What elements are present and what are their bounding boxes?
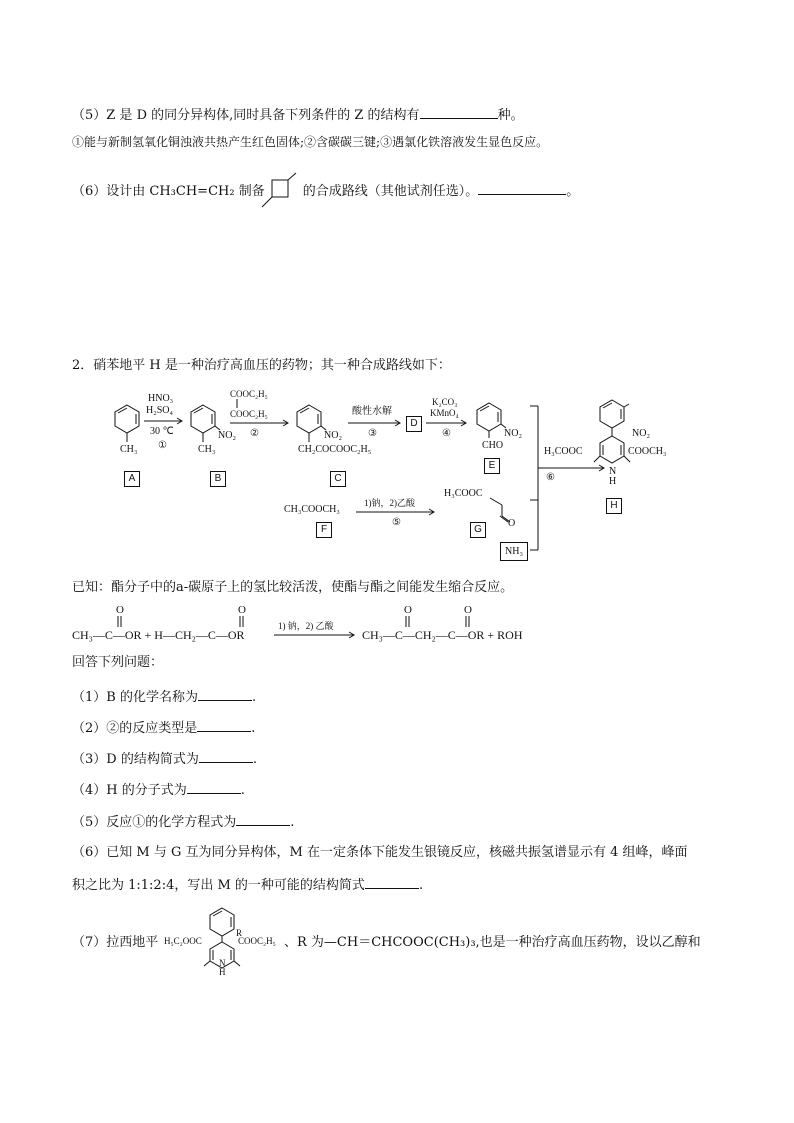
question-4-blank[interactable] xyxy=(187,781,241,794)
q5-suffix: 种。 xyxy=(497,108,524,123)
h-right-ester: COOCH₃ xyxy=(628,446,667,457)
step1-temp: 30 ℃ xyxy=(150,426,174,437)
compound-b-structure-icon xyxy=(188,400,228,450)
eq-right: CH₃—C—CH₂—C—OR + ROH xyxy=(362,628,523,642)
e-no2: NO₂ xyxy=(504,428,522,439)
c-no2: NO₂ xyxy=(324,430,342,441)
step2-reagent-top: COOC₂H₅ xyxy=(230,389,268,399)
q7-right-ester: COOC₂H₅ xyxy=(238,936,276,946)
step1-reagent-hno3: HNO₃ xyxy=(148,393,174,404)
question-4-end: . xyxy=(240,783,245,798)
q7-h: H xyxy=(219,967,226,977)
answer-prompt: 回答下列问题： xyxy=(72,655,164,670)
q6-end: 。 xyxy=(566,184,580,199)
q5-answer-blank[interactable] xyxy=(420,106,498,119)
label-c: C xyxy=(330,471,346,487)
q7-r: R xyxy=(236,928,243,938)
c-chain: CH₂COCOOC₂H₅ xyxy=(298,444,372,455)
step4-reagent-k2co3: K₂CO₃ xyxy=(432,397,458,407)
step1-reagent-h2so4: H₂SO₄ xyxy=(146,405,173,416)
step2-reagent-bottom: COOC₂H₅ xyxy=(230,409,268,419)
label-b: B xyxy=(210,471,226,487)
known-text: 已知：酯分子中的a-碳原子上的氢比较活泼，使酯与酯之间能发生缩合反应。 xyxy=(72,580,514,595)
question-3-end: . xyxy=(252,752,257,767)
step5-number: ⑤ xyxy=(392,517,401,528)
compound-c-structure-icon xyxy=(294,400,334,450)
question-4 xyxy=(72,781,245,799)
q6-prefix: （6）设计由 CH₃CH=CH₂ 制备 xyxy=(72,184,265,199)
eq-o1: O xyxy=(116,604,124,616)
step2-bond xyxy=(236,399,240,409)
eq-left: CH₃—C—OR + H—CH₂—C—OR xyxy=(72,628,245,642)
label-e: E xyxy=(484,458,500,474)
a-ch3: CH₃ xyxy=(120,444,138,455)
question-1-end: . xyxy=(251,690,257,705)
eq-condition: 1) 钠，2) 乙酸 xyxy=(278,621,334,631)
q5-conditions: ①能与新制氢氧化铜浊液共热产生红色固体;②含碳碳三键;③遇氯化铁溶液发生显色反应。 xyxy=(72,135,549,149)
question-3 xyxy=(72,750,257,768)
e-cho: CHO xyxy=(482,440,504,451)
step1-number: ① xyxy=(158,440,167,451)
q7-left-ester: H₅C₂OOC xyxy=(164,936,202,946)
q7-n: N xyxy=(219,958,226,968)
step4-number: ④ xyxy=(442,428,451,439)
step4-reagent-kmno4: KMnO₄ xyxy=(430,408,459,418)
question-4-text: （4）H 的分子式为 xyxy=(72,783,187,798)
question-2-text: （2）②的反应类型是 xyxy=(72,721,198,736)
step4-arrow xyxy=(426,420,470,426)
step3-arrow xyxy=(348,420,404,426)
h-h: H xyxy=(609,476,617,487)
question-2 xyxy=(72,719,255,737)
step3-number: ③ xyxy=(368,428,377,439)
question-6-blank[interactable] xyxy=(365,876,419,889)
step5-arrow xyxy=(356,509,438,515)
question-3-text: （3）D 的结构简式为 xyxy=(72,752,199,767)
question-3-blank[interactable] xyxy=(199,750,253,763)
eq-o3: O xyxy=(404,604,412,616)
h-left-ester: H₃COOC xyxy=(544,446,583,457)
question-5-text: （5）反应①的化学方程式为 xyxy=(72,815,237,830)
step6-number: ⑥ xyxy=(546,472,555,483)
question-1 xyxy=(72,688,256,706)
label-f: F xyxy=(316,522,332,538)
h-no2: NO₂ xyxy=(632,428,650,439)
g-o: O xyxy=(508,518,516,529)
question-2-blank[interactable] xyxy=(197,719,251,732)
question-7-prefix: （7）拉西地平 xyxy=(72,935,159,950)
question-2-end: . xyxy=(251,721,256,736)
nh3-reagent: NH₃ xyxy=(500,542,528,561)
label-h: H xyxy=(606,498,622,514)
label-a: A xyxy=(124,471,140,487)
cyclobutane-structure-icon xyxy=(258,173,298,213)
question-5-end: . xyxy=(290,815,295,830)
h-n: N xyxy=(609,466,617,477)
step1-arrow xyxy=(144,418,186,424)
step2-number: ② xyxy=(250,428,259,439)
equation-arrow xyxy=(274,632,358,638)
eq-o4: O xyxy=(464,604,472,616)
question-5 xyxy=(72,813,294,831)
f-formula: CH₃COOCH₃ xyxy=(284,504,340,515)
problem2-intro: 2．硝苯地平 H 是一种治疗高血压的药物；其一种合成路线如下： xyxy=(72,358,451,373)
label-d: D xyxy=(406,416,422,432)
question-6-text: 积之比为 1:1:2:4，写出 M 的一种可能的结构简式 xyxy=(72,878,365,893)
question-6-line1: （6）已知 M 与 G 互为同分异构体，M 在一定条体下能发生银镜反应，核磁共振氢谱显示有 4 组峰，峰面 xyxy=(72,845,688,860)
q5-text: （5）Z 是 D 的同分异构体,同时具备下列条件的 Z 的结构有 xyxy=(72,108,420,123)
step2-arrow xyxy=(230,420,292,426)
q5-line xyxy=(72,106,524,124)
label-g: G xyxy=(470,522,486,538)
question-1-text: （1）B 的化学名称为 xyxy=(72,690,198,705)
question-1-blank[interactable] xyxy=(198,688,252,701)
q6-line xyxy=(72,182,579,200)
question-6-end: . xyxy=(418,878,424,893)
g-ester: H₃COOC xyxy=(444,488,483,499)
b-no2: NO₂ xyxy=(218,430,236,441)
question-6-line2 xyxy=(72,876,423,894)
question-7-r-definition: 、R 为—CH＝CHCOOC(CH₃)₃,也是一种治疗高血压药物，设以乙醇和 xyxy=(284,935,701,950)
step3-reagent: 酸性水解 xyxy=(352,406,392,417)
eq-o2: O xyxy=(238,604,246,616)
q6-answer-blank[interactable] xyxy=(478,182,566,195)
question-5-blank[interactable] xyxy=(236,813,290,826)
q6-suffix: 的合成路线（其他试剂任选）。 xyxy=(302,184,479,199)
compound-h-structure-icon xyxy=(584,396,664,476)
step5-reagent: 1)钠，2)乙酸 xyxy=(364,498,415,508)
b-ch3: CH₃ xyxy=(198,444,216,455)
